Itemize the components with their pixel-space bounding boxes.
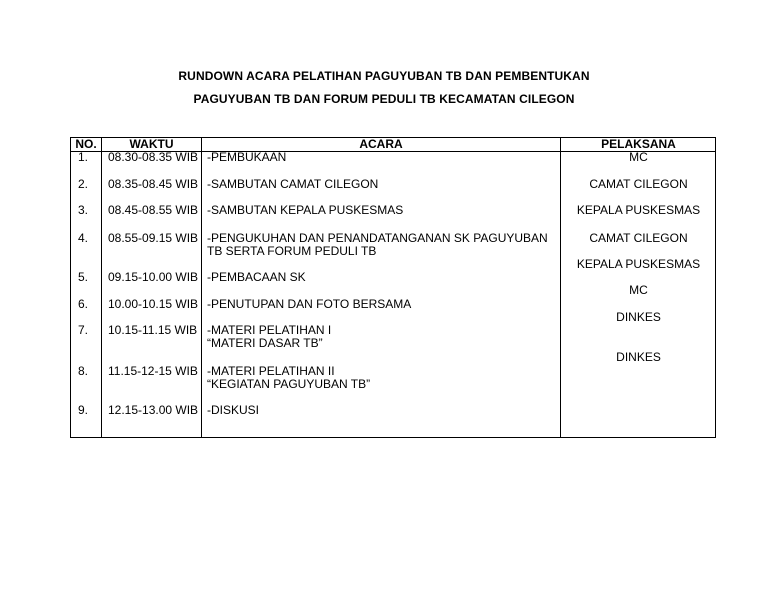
row-event: -PENGUKUHAN DAN PENANDATANGANAN SK PAGUYUBAN [207, 231, 548, 245]
pelaksana-entry: CAMAT CILEGON [589, 231, 688, 245]
row-time: 08.55-09.15 WIB [108, 231, 199, 245]
row-time: 08.45-08.55 WIB [108, 203, 199, 217]
pelaksana-entry: MC [629, 283, 648, 297]
header-no: NO. [75, 137, 97, 151]
row-number: 8. [78, 364, 89, 378]
row-number: 3. [78, 203, 89, 217]
document-title-line-2: PAGUYUBAN TB DAN FORUM PEDULI TB KECAMATAN CILEGON [193, 92, 575, 106]
document-title-line-1: RUNDOWN ACARA PELATIHAN PAGUYUBAN TB DAN PEMBENTUKAN [178, 69, 590, 83]
row-time: 12.15-13.00 WIB [108, 403, 199, 417]
pelaksana-entry: KEPALA PUSKESMAS [576, 203, 701, 217]
row-event: -PEMBACAAN SK [207, 270, 306, 284]
row-number: 2. [78, 177, 89, 191]
pelaksana-entry: DINKES [616, 350, 661, 364]
header-waktu: WAKTU [129, 137, 174, 151]
row-event: -SAMBUTAN KEPALA PUSKESMAS [207, 203, 404, 217]
column-divider-waktu-acara [201, 138, 202, 437]
row-number: 5. [78, 270, 89, 284]
row-number: 4. [78, 231, 89, 245]
row-number: 1. [78, 150, 89, 164]
row-event: -PEMBUKAAN [207, 150, 287, 164]
row-event-continuation: “KEGIATAN PAGUYUBAN TB” [207, 377, 371, 391]
pelaksana-entry: MC [629, 150, 648, 164]
row-time: 08.35-08.45 WIB [108, 177, 199, 191]
pelaksana-entry: KEPALA PUSKESMAS [576, 257, 701, 271]
row-event: -MATERI PELATIHAN II [207, 364, 335, 378]
row-event-continuation: TB SERTA FORUM PEDULI TB [207, 244, 377, 258]
row-event: -DISKUSI [207, 403, 260, 417]
row-event: -PENUTUPAN DAN FOTO BERSAMA [207, 297, 412, 311]
header-pelaksana: PELAKSANA [601, 137, 676, 151]
row-time: 09.15-10.00 WIB [108, 270, 199, 284]
row-number: 9. [78, 403, 89, 417]
rundown-table [70, 137, 716, 438]
row-time: 10.15-11.15 WIB [108, 323, 198, 337]
row-time: 11.15-12-15 WIB [108, 364, 198, 378]
row-event: -MATERI PELATIHAN I [207, 323, 332, 337]
pelaksana-entry: DINKES [616, 310, 661, 324]
row-time: 10.00-10.15 WIB [108, 297, 199, 311]
row-number: 6. [78, 297, 89, 311]
row-event-continuation: “MATERI DASAR TB” [207, 336, 323, 350]
row-number: 7. [78, 323, 89, 337]
row-event: -SAMBUTAN CAMAT CILEGON [207, 177, 379, 191]
header-acara: ACARA [359, 137, 403, 151]
column-divider-no-waktu [101, 138, 102, 437]
pelaksana-entry: CAMAT CILEGON [589, 177, 688, 191]
row-time: 08.30-08.35 WIB [108, 150, 199, 164]
